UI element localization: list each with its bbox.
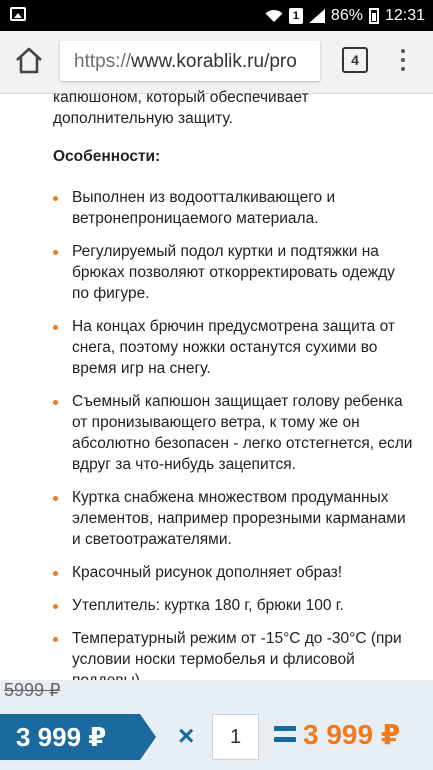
list-item: Куртка снабжена множеством продуманных элементов, например прорезными карманами и светоотражателями. (53, 487, 413, 550)
list-item: Утеплитель: куртка 180 г, брюки 100 г. (53, 595, 413, 616)
url-host: www.korablik.ru/pro (131, 51, 297, 72)
sim-badge: 1 (289, 8, 303, 24)
url-text (74, 51, 297, 73)
quantity-input[interactable]: 1 (212, 714, 259, 760)
intro-text: капюшоном, который обеспечивает дополнительную защиту. (53, 89, 309, 127)
home-icon[interactable] (14, 45, 44, 77)
menu-icon[interactable] (398, 47, 408, 75)
url-bar[interactable] (60, 41, 320, 81)
browser-toolbar (0, 31, 433, 94)
current-price: 3 999 ₽ (0, 714, 140, 760)
cell-signal-icon (309, 9, 325, 23)
status-icons (265, 5, 425, 27)
equals-icon (274, 726, 296, 744)
clock: 12:31 (384, 7, 425, 24)
wifi-icon (265, 9, 283, 23)
url-scheme: https:// (74, 51, 132, 72)
total-price: 3 999 ₽ (303, 719, 401, 750)
list-item: Съемный капюшон защищает голову ребенка от пронизывающего ветра, к тому же он абсолютно безопасен - легко отстегнется, если вдруг за что-нибудь зацепится. (53, 391, 413, 475)
price-bar (0, 680, 433, 770)
features-list (53, 187, 413, 691)
battery-percent: 86% (330, 7, 363, 24)
list-item: На концах брючин предусмотрена защита от снега, поэтому ножки останутся сухими во время игр на снегу. (53, 316, 413, 379)
page-content (0, 89, 433, 673)
list-item: Регулируемый подол куртки и подтяжки на брюках позволяют откорректировать одежду по фигуре. (53, 241, 413, 304)
list-item: Красочный рисунок дополняет образ! (53, 562, 413, 583)
product-description (53, 87, 413, 724)
battery-icon (369, 8, 379, 24)
multiply-icon: × (178, 720, 195, 751)
status-bar (0, 0, 433, 31)
tab-switcher-button[interactable]: 4 (342, 47, 368, 73)
list-item: Температурный режим от -15°C до -30°C (при условии носки термобелья и флисовой (53, 628, 413, 691)
old-price: 5999 ₽ (4, 680, 61, 700)
gallery-notification-icon (10, 7, 26, 21)
list-item: Выполнен из водоотталкивающего и ветронепроницаемого материала. (53, 187, 413, 229)
features-title: Особенности: (53, 148, 161, 165)
